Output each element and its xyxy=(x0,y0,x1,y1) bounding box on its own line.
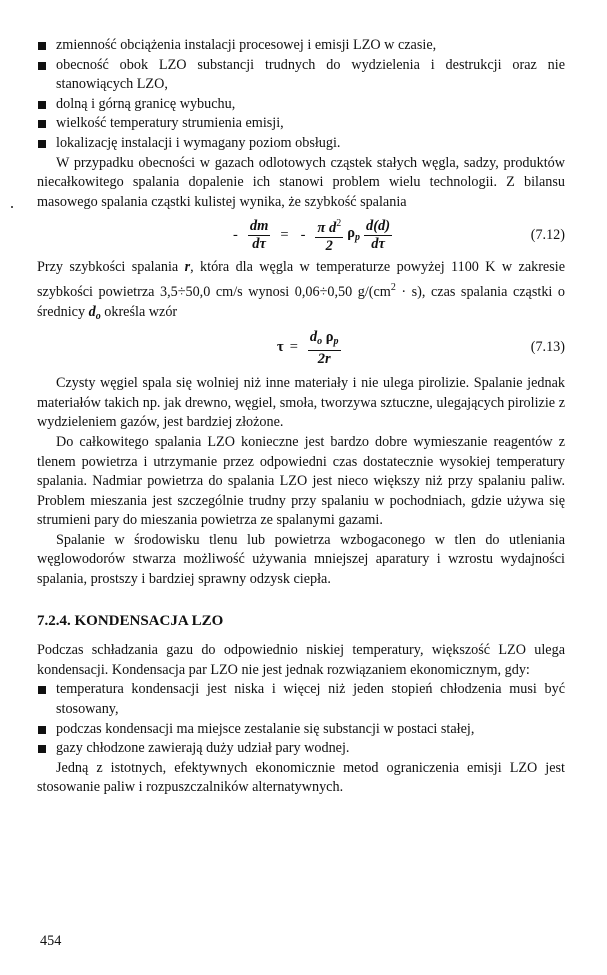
text-span: · s), czas spalania cząstki o średnicy xyxy=(37,283,565,320)
list-item-text: lokalizację instalacji i wymagany poziom obsługi. xyxy=(56,134,341,151)
equation-body xyxy=(277,329,345,368)
list-item-text: zmienność obciążenia instalacji procesowej i emisji LZO w czasie, xyxy=(56,37,437,53)
section-heading: 7.2.4. KONDENSACJA LZO xyxy=(37,612,224,629)
numerator xyxy=(315,215,343,238)
minus-sign: - xyxy=(300,226,306,243)
list-item xyxy=(37,56,565,95)
fraction-dm-dtau xyxy=(248,218,271,253)
paragraph-burn-rate xyxy=(37,258,565,326)
fraction-d-rho-2r xyxy=(308,329,341,368)
equals-sign: = xyxy=(289,339,298,356)
subscript: p xyxy=(333,335,339,347)
list-item xyxy=(37,739,565,759)
numerator: dm xyxy=(249,217,269,234)
paragraph-pure-coal: Czysty węgiel spala się wolniej niż inne materiały i nie ulega pirolizie. Spalanie jednak materiałów takich np. jak drewno, węgiel, smoła, tworzywa sztuczne, ulegających pirolizie z wydzieleniem gazów, jest bardziej złożone. xyxy=(37,375,565,431)
superscript: 2 xyxy=(390,281,396,293)
square-bullet-icon xyxy=(38,120,46,128)
text-span: określa wzór xyxy=(100,303,178,320)
fraction-dd-dtau xyxy=(364,218,392,253)
paragraph-oxygen-enriched: Spalanie w środowisku tlenu lub powietrza wzbogaconego w tlen do utleniania węglowodorów stwarza możliwość używania mniejszej aparatury i wzrostu wydajności spalania, prostszy i bardziej sprawny odzysk ciepła. xyxy=(37,531,565,588)
rho-text: ρ xyxy=(347,224,355,241)
paragraph-condensation: Podczas schładzania gazu do odpowiednio niskiej temperatury, większość LZO ulega kondensacji. Kondensacja par LZO nie jest jednak rozwiązaniem ekonomicznym, gdy: xyxy=(37,642,565,678)
variable-d: d xyxy=(88,303,96,320)
numerator xyxy=(308,329,341,351)
list-item-text: dolną i górną granicę wybuchu, xyxy=(56,95,236,112)
scan-artifact-dot xyxy=(11,206,13,208)
superscript: 2 xyxy=(336,218,342,230)
subscript: p xyxy=(354,231,360,243)
square-bullet-icon xyxy=(38,101,46,109)
paragraph-alternative-fuels: Jedną z istotnych, efektywnych ekonomicznie metod ograniczenia emisji LZO jest stosowanie paliw i rozpuszczalników alternatywnych. xyxy=(37,759,565,796)
list-item-text: gazy chłodzone zawierają duży udział pary wodnej. xyxy=(56,740,350,757)
document-page xyxy=(37,36,565,798)
denominator: dτ xyxy=(252,235,266,252)
equation-number: (7.12) xyxy=(530,226,565,243)
numerator: d(d) xyxy=(365,217,391,234)
numerator-rho: ρ xyxy=(325,328,334,345)
equation-body xyxy=(227,215,396,255)
numerator-text: π d xyxy=(317,220,337,237)
equation-7-12 xyxy=(37,212,565,258)
tau-symbol: τ xyxy=(277,339,284,356)
minus-sign: - xyxy=(233,226,238,243)
equation-7-13 xyxy=(37,326,565,370)
variable-r: r xyxy=(184,259,191,276)
bullet-list-top xyxy=(37,36,565,154)
equation-number: (7.13) xyxy=(530,339,565,356)
bullet-list-bottom xyxy=(37,680,565,758)
square-bullet-icon xyxy=(38,745,46,753)
denominator: 2r xyxy=(317,350,331,367)
denominator: dτ xyxy=(371,235,385,252)
list-item xyxy=(37,134,565,154)
list-item xyxy=(37,36,565,56)
square-bullet-icon xyxy=(38,140,46,148)
numerator-d: d xyxy=(309,328,318,345)
square-bullet-icon xyxy=(38,42,46,50)
text-span: , która dla węgla w temperaturze powyżej 1100 K w zakresie szybkości powietrza 3,5÷50,0 cm/s wynosi 0,06÷0,50 g/(cm xyxy=(37,259,565,300)
square-bullet-icon xyxy=(38,726,46,734)
text-span: Przy szybkości spalania xyxy=(37,259,185,276)
page-number: 454 xyxy=(40,933,62,949)
subscript: o xyxy=(95,310,101,322)
denominator: 2 xyxy=(325,238,333,255)
list-item-text: obecność obok LZO substancji trudnych do wydzielenia i destrukcji oraz nie stanowiących LZO, xyxy=(56,56,565,93)
subscript: o xyxy=(317,335,323,347)
list-item xyxy=(37,95,565,115)
rho-symbol xyxy=(347,224,360,248)
list-item xyxy=(37,680,565,719)
list-item xyxy=(37,720,565,740)
paragraph-soot-combustion: W przypadku obecności w gazach odlotowych cząstek stałych węgla, sadzy, produktów niecałkowitego spalania dopalenie ich stanowi problem wielu technologii. Z bilansu masowego spalania cząstki kulistej wynika, że szybkość spalania xyxy=(37,154,565,210)
fraction-pi-d2-2 xyxy=(315,215,343,255)
list-item-text: wielkość temperatury strumienia emisji, xyxy=(56,115,284,132)
list-item-text: temperatura kondensacji jest niska i więcej niż jeden stopień chłodzenia musi być stosowany, xyxy=(56,681,565,718)
square-bullet-icon xyxy=(38,686,46,694)
list-item-text: podczas kondensacji ma miejsce zestalanie się substancji w postaci stałej, xyxy=(56,720,475,737)
paragraph-complete-combustion: Do całkowitego spalania LZO konieczne jest bardzo dobre wymieszanie reagentów z tlenem powietrza i utrzymanie przez odpowiedni czas dostatecznie wysokiej temperatury spalania. Nadmiar powietrza do spalania LZO jest nieco większy niż przy spalaniu paliw. Problem mieszania jest szczególnie trudny przy spalaniu w pochodniach, gdzie używa się strumieni pary do mieszania powietrza ze spalanymi gazami. xyxy=(37,433,565,529)
list-item xyxy=(37,114,565,134)
equals-sign: = xyxy=(280,226,289,243)
square-bullet-icon xyxy=(38,62,46,70)
